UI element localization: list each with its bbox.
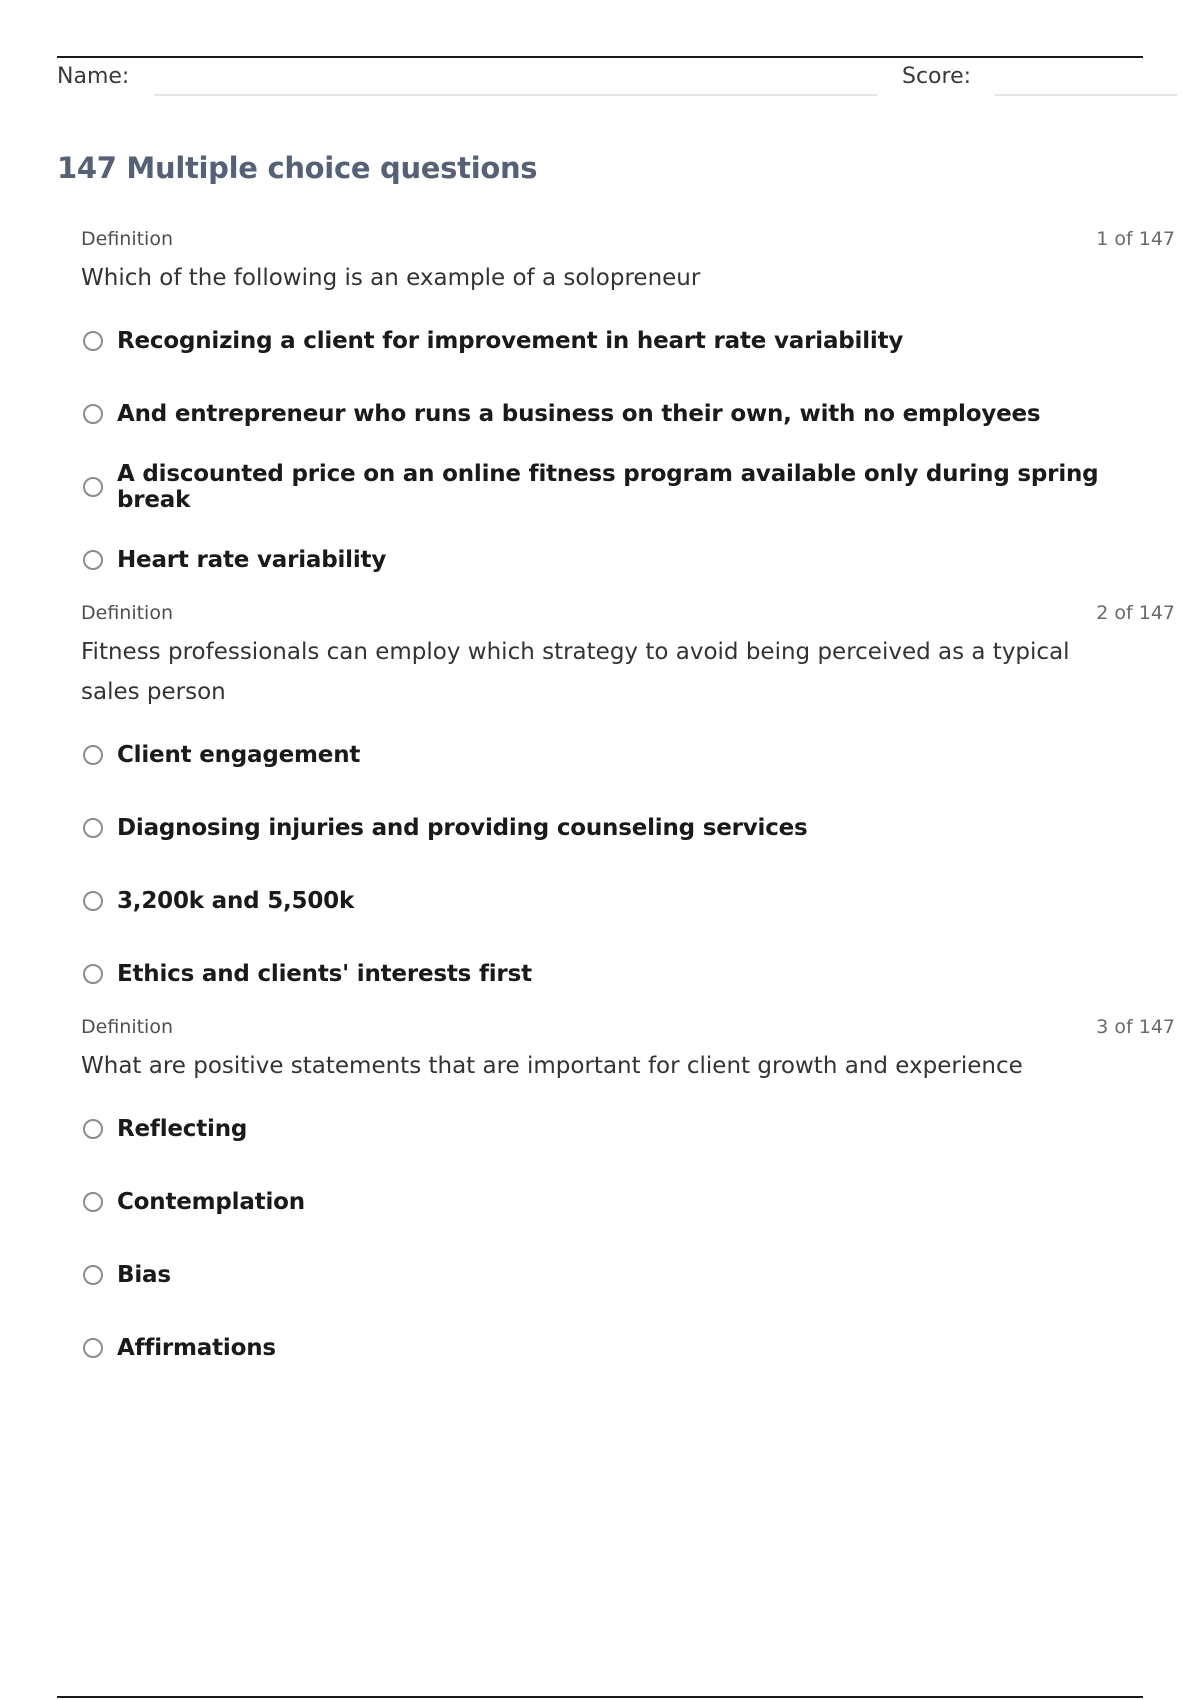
answer-options [81,1092,1175,1384]
bottom-rule [57,1696,1143,1698]
answer-option[interactable] [81,1092,1175,1165]
name-label: Name: [57,64,130,89]
answer-option-label: Affirmations [117,1334,276,1361]
question-2 [81,596,1175,1010]
answer-options [81,718,1175,1010]
answer-option-label: Client engagement [117,741,361,768]
question-3 [81,1010,1175,1384]
radio-button-icon[interactable] [83,477,103,497]
question-counter: 1 of 147 [1096,228,1175,250]
answer-option-label: Diagnosing injuries and providing counseling services [117,814,808,841]
answer-option-label: 3,200k and 5,500k [117,887,355,914]
question-text: What are positive statements that are important for client growth and experience [81,1053,1023,1079]
radio-button-icon[interactable] [83,1119,103,1139]
answer-option[interactable] [81,718,1175,791]
question-type-label: Definition [81,228,174,250]
page-title: 147 Multiple choice questions [57,151,538,185]
question-text: Which of the following is an example of a solopreneur [81,265,701,291]
answer-option-label: Ethics and clients' interests first [117,960,532,987]
radio-button-icon[interactable] [83,745,103,765]
answer-options [81,304,1175,596]
question-1 [81,222,1175,596]
answer-option-label: A discounted price on an online fitness program available only during spring break [117,460,1099,513]
answer-option-label: Heart rate variability [117,546,387,573]
radio-button-icon[interactable] [83,331,103,351]
question-header [81,222,1175,256]
radio-button-icon[interactable] [83,1338,103,1358]
question-text: Fitness professionals can employ which strategy to avoid being perceived as a typical sales person [81,639,1070,705]
answer-option-label: Bias [117,1261,171,1288]
score-label: Score: [902,64,972,89]
answer-option[interactable] [81,864,1175,937]
radio-button-icon[interactable] [83,964,103,984]
answer-option[interactable] [81,1238,1175,1311]
answer-option-label: Recognizing a client for improvement in heart rate variability [117,327,904,354]
answer-option-label: Contemplation [117,1188,305,1215]
question-header [81,596,1175,630]
question-list [81,222,1175,1384]
answer-option[interactable] [81,304,1175,377]
answer-option[interactable] [81,523,1175,596]
header-row [57,62,1177,96]
question-type-label: Definition [81,602,174,624]
answer-option[interactable] [81,450,1175,523]
name-field[interactable] [154,94,877,96]
score-field[interactable] [995,94,1177,96]
radio-button-icon[interactable] [83,1265,103,1285]
radio-button-icon[interactable] [83,1192,103,1212]
top-rule [57,56,1143,58]
answer-option[interactable] [81,377,1175,450]
answer-option[interactable] [81,1311,1175,1384]
radio-button-icon[interactable] [83,818,103,838]
answer-option-label: Reflecting [117,1115,248,1142]
answer-option[interactable] [81,1165,1175,1238]
radio-button-icon[interactable] [83,404,103,424]
question-counter: 2 of 147 [1096,602,1175,624]
radio-button-icon[interactable] [83,550,103,570]
answer-option-label: And entrepreneur who runs a business on their own, with no employees [117,400,1041,427]
question-type-label: Definition [81,1016,174,1038]
question-header [81,1010,1175,1044]
radio-button-icon[interactable] [83,891,103,911]
answer-option[interactable] [81,937,1175,1010]
question-counter: 3 of 147 [1096,1016,1175,1038]
answer-option[interactable] [81,791,1175,864]
